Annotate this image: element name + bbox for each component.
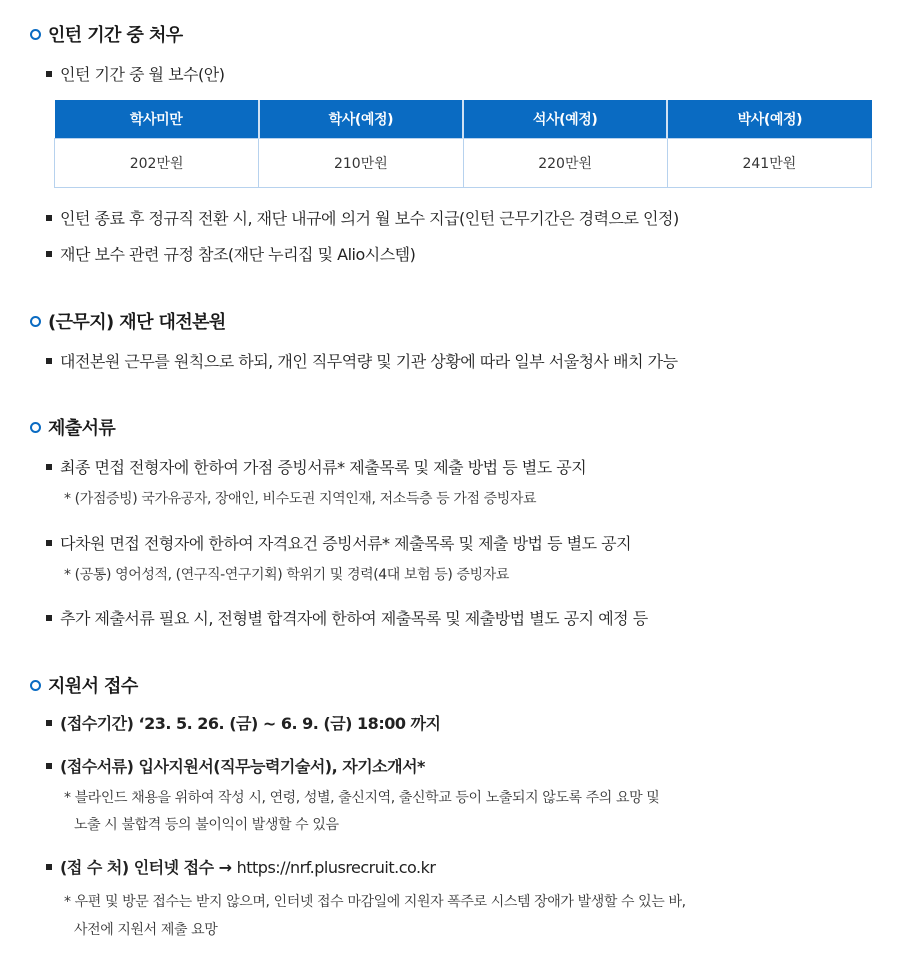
bullet-application-docs: (접수서류) 입사지원서(직무능력기술서), 자기소개서* (46, 756, 425, 778)
note-documents-final: * (가점증빙) 국가유공자, 장애인, 비수도권 지역인재, 저소득층 등 가점 증빙자료 (64, 491, 537, 507)
ring-bullet-icon (30, 29, 41, 40)
pay-table-row (55, 139, 872, 188)
square-bullet-icon (46, 215, 52, 221)
pay-value-doctor: 241만원 (667, 139, 871, 188)
bullet-intern-regulation: 재단 보수 관련 규정 참조(재단 누리집 및 Alio시스템) (46, 244, 415, 266)
note-application-docs-2: 노출 시 불합격 등의 불이익이 발생할 수 있음 (74, 817, 339, 833)
pay-header-bachelor: 학사(예정) (259, 100, 463, 139)
bullet-application-period: (접수기간) ‘23. 5. 26. (금) ~ 6. 9. (금) 18:00 까지 (46, 713, 440, 735)
bullet-workplace: 대전본원 근무를 원칙으로 하되, 개인 직무역량 및 기관 상황에 따라 일부 서울청사 배치 가능 (46, 351, 678, 373)
section-title-workplace: (근무지) 재단 대전본원 (30, 311, 226, 335)
bullet-intern-conversion: 인턴 종료 후 정규직 전환 시, 재단 내규에 의거 월 보수 지급(인턴 근무기간은 경력으로 인정) (46, 208, 679, 230)
pay-value-master: 220만원 (463, 139, 667, 188)
note-application-where-1: * 우편 및 방문 접수는 받지 않으며, 인터넷 접수 마감일에 지원자 폭주로 시스템 장애가 발생할 수 있는 바, (64, 894, 686, 910)
pay-header-master: 석사(예정) (463, 100, 667, 139)
section-title-application: 지원서 접수 (30, 675, 138, 699)
bullet-documents-final: 최종 면접 전형자에 한하여 가점 증빙서류* 제출목록 및 제출 방법 등 별도 공지 (46, 457, 586, 479)
square-bullet-icon (46, 358, 52, 364)
bullet-documents-extra: 추가 제출서류 필요 시, 전형별 합격자에 한하여 제출목록 및 제출방법 별도 공지 예정 등 (46, 608, 648, 630)
square-bullet-icon (46, 71, 52, 77)
square-bullet-icon (46, 864, 52, 870)
section-title-documents: 제출서류 (30, 417, 115, 441)
note-documents-multi: * (공통) 영어성적, (연구직-연구기획) 학위기 및 경력(4대 보험 등) 증빙자료 (64, 567, 509, 583)
bullet-application-where: (접 수 처) 인터넷 접수 → https://nrf.plusrecruit.co.kr (46, 857, 435, 879)
square-bullet-icon (46, 763, 52, 769)
pay-header-below-bachelor: 학사미만 (55, 100, 259, 139)
bullet-intern-pay: 인턴 기간 중 월 보수(안) (46, 64, 224, 86)
section-title-intern: 인턴 기간 중 처우 (30, 24, 183, 48)
pay-value-bachelor: 210만원 (259, 139, 463, 188)
note-application-docs-1: * 블라인드 채용을 위하여 작성 시, 연령, 성별, 출신지역, 출신학교 등이 노출되지 않도록 주의 요망 및 (64, 790, 660, 806)
square-bullet-icon (46, 251, 52, 257)
pay-value-below-bachelor: 202만원 (55, 139, 259, 188)
pay-table (54, 100, 872, 188)
ring-bullet-icon (30, 680, 41, 691)
square-bullet-icon (46, 720, 52, 726)
ring-bullet-icon (30, 422, 41, 433)
square-bullet-icon (46, 540, 52, 546)
pay-header-doctor: 박사(예정) (667, 100, 871, 139)
square-bullet-icon (46, 615, 52, 621)
application-url-link[interactable]: https://nrf.plusrecruit.co.kr (236, 858, 436, 877)
ring-bullet-icon (30, 316, 41, 327)
square-bullet-icon (46, 464, 52, 470)
bullet-documents-multi: 다차원 면접 전형자에 한하여 자격요건 증빙서류* 제출목록 및 제출 방법 등 별도 공지 (46, 533, 631, 555)
note-application-where-2: 사전에 지원서 제출 요망 (74, 922, 218, 938)
pay-table-header-row (55, 100, 872, 139)
